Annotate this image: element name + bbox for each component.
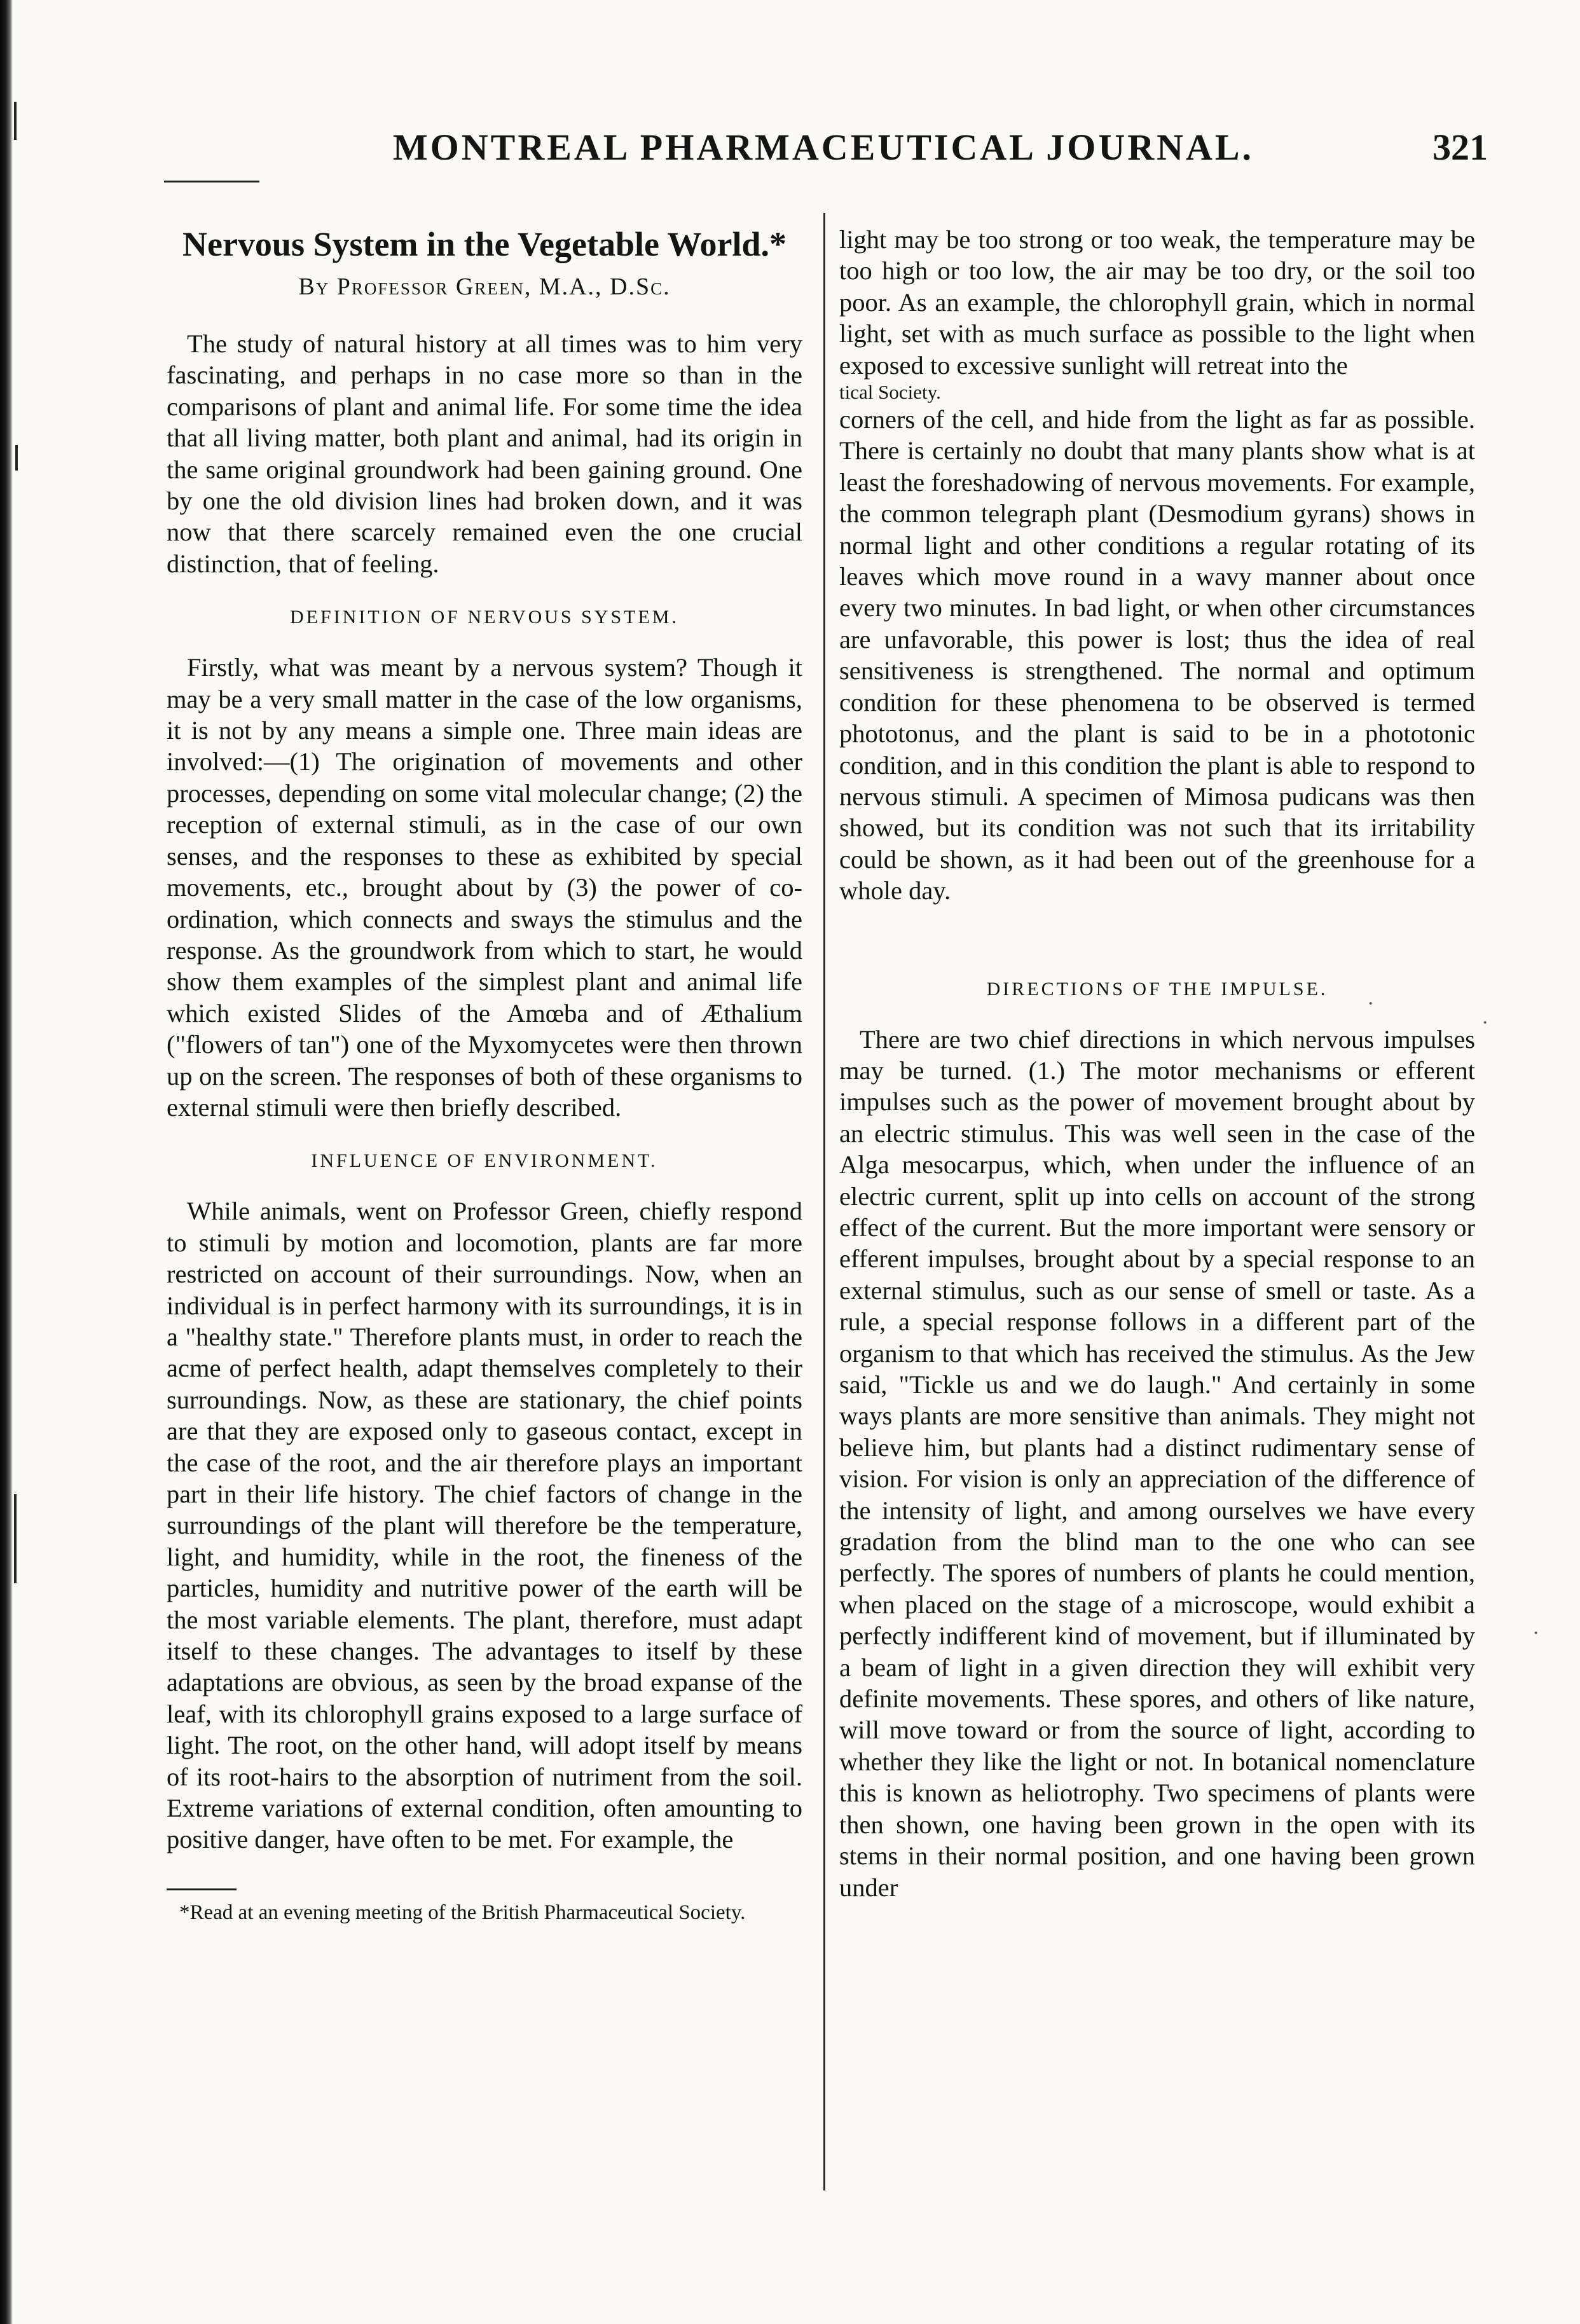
print-speck: · [1367, 992, 1375, 1015]
print-speck: · [1481, 1011, 1489, 1035]
spacer [839, 907, 1475, 951]
article-title: Nervous System in the Vegetable World.* [182, 225, 787, 263]
paragraph: The study of natural history at all times was to him very fascinating, and perhaps in no case more so than in the comparisons of plant and animal life. For some time the idea that all living matter, both plant and animal, had its origin in the same original groundwork had been gaining ground. One by one the old division lines had broken down, and it was now that there scarcely remained even the one crucial distinction, that of feeling. [167, 329, 802, 578]
section-heading: DIRECTIONS OF THE IMPULSE. [986, 978, 1328, 1000]
section-heading: DEFINITION OF NERVOUS SYSTEM. [290, 607, 679, 628]
page-header [159, 122, 1488, 182]
paragraph: While animals, went on Professor Green, chiefly respond to stimuli by motion and locomotion, plants are far more restricted on account of their surroundings. Now, when an individual is in perfect harmony with its surroundings, it is in a "healthy state." Therefore plants must, in order to reach the acme of perfect health, adapt themselves completely to their surroundings. Now, as these are stationary, the chief points are that they are exposed only to gaseous contact, except in the case of the root, and the air therefore plays an important part in their life history. The chief factors of change in the surroundings of the plant will therefore be the temperature, light, and humidity, while in the root, the fineness of the particles, humidity and nutritive power of the earth will be the most variable elements. The plant, therefore, must adapt itself to these changes. The advantages to itself by these adaptations are obvious, as seen by the broad expanse of the leaf, with its chlorophyll grains exposed to a large surface of light. The root, on the other hand, will adopt itself by means of its root-hairs to the absorption of nutriment from the soil. Extreme variations of external condition, often amounting to positive danger, have often to be met. For example, the [167, 1197, 802, 1854]
footnote-rule [167, 1888, 237, 1890]
print-speck: · [1532, 1621, 1540, 1645]
running-title: MONTREAL PHARMACEUTICAL JOURNAL. [392, 127, 1254, 168]
section-heading: INFLUENCE OF ENVIRONMENT. [311, 1150, 658, 1172]
column-divider [823, 213, 825, 2190]
paragraph: corners of the cell, and hide from the light as far as possible. There is certainly no doubt that many plants show what is at least the foreshadowing of nervous movements. For example, the common telegraph plant (Desmodium gyrans) shows in normal light and other conditions a regular rotating of its leaves which move round in a wavy manner about once every two minutes. In bad light, or when other circumstances are unfavorable, this power is lost; thus the idea of real sensitiveness is strengthened. The normal and optimum condition for these phenomena to be observed is termed phototonus, and the plant is said to be in a phototonic condition, and in this condition the plant is able to respond to nervous stimuli. A specimen of Mimosa pudicans was then showed, but its condition was not such that its irritability could be shown, as it had been out of the greenhouse for a whole day. [839, 405, 1475, 905]
footnote-continuation: tical Society. [839, 381, 941, 404]
page-edge-mark [14, 102, 17, 140]
header-rule [164, 181, 259, 182]
page-edge-mark [14, 1494, 17, 1583]
page-edge-mark [15, 445, 18, 471]
page-number: 321 [1432, 127, 1488, 168]
left-column [167, 224, 802, 2182]
paragraph: light may be too strong or too weak, the temperature may be too high or too low, the air may be too dry, or the soil too poor. As an example, the chlorophyll grain, which in normal light, set with as much surface as possible to the light when exposed to excessive sunlight will retreat into the [839, 225, 1475, 380]
paragraph: Firstly, what was meant by a nervous system? Though it may be a very small matter in the case of the low organisms, it is not by any means a simple one. Three main ideas are involved:—(1) The origination of movements and other processes, depending on some vital molecular change; (2) the reception of external stimuli, as in the case of our own senses, and the responses to these as exhibited by special movements, etc., brought about by (3) the power of co-ordination, which connects and sways the stimulus and the response. As the groundwork from which to start, he would show them examples of the simplest plant and animal life which existed Slides of the Amœba and of Æthalium ("flowers of tan") one of the Myxomycetes were then thrown up on the screen. The responses of both of these organisms to external stimuli were then briefly described. [167, 653, 802, 1122]
paragraph: There are two chief directions in which nervous impulses may be turned. (1.) The motor mechanisms or efferent impulses such as the power of movement brought about by an electric stimulus. This was well seen in the case of the Alga mesocarpus, which, when under the influence of an electric current, split up into cells on account of the strong effect of the current. But the more important were sensory or efferent impulses, brought about by a special response to an external stimulus, such as our sense of smell or taste. As a rule, a special response follows in a different part of the organism to that which has received the stimulus. As the Jew said, "Tickle us and we do laugh." And certainly in some ways plants are more sensitive than animals. They might not believe him, but plants had a distinct rudimentary sense of vision. For vision is only an appreciation of the difference of the intensity of light, and among ourselves we have every gradation from the blind man to the one who can see perfectly. The spores of numbers of plants he could mention, when placed on the stage of a microscope, would exhibit a perfectly indifferent kind of movement, but if illuminated by a beam of light in a given direction they will exhibit very definite movements. These spores, and others of like nature, will move toward or from the source of light, according to whether they like the light or not. In botanical nomenclature this is known as heliotrophy. Two specimens of plants were then shown, one having been grown in the open with its stems in their normal position, and one having been grown under [839, 1024, 1475, 1902]
right-column [839, 224, 1475, 2182]
footnote: *Read at an evening meeting of the British Pharmaceutical Society. [179, 1901, 746, 1924]
article-byline: By Professor Green, M.A., D.Sc. [298, 273, 671, 300]
binding-edge [0, 0, 13, 2324]
